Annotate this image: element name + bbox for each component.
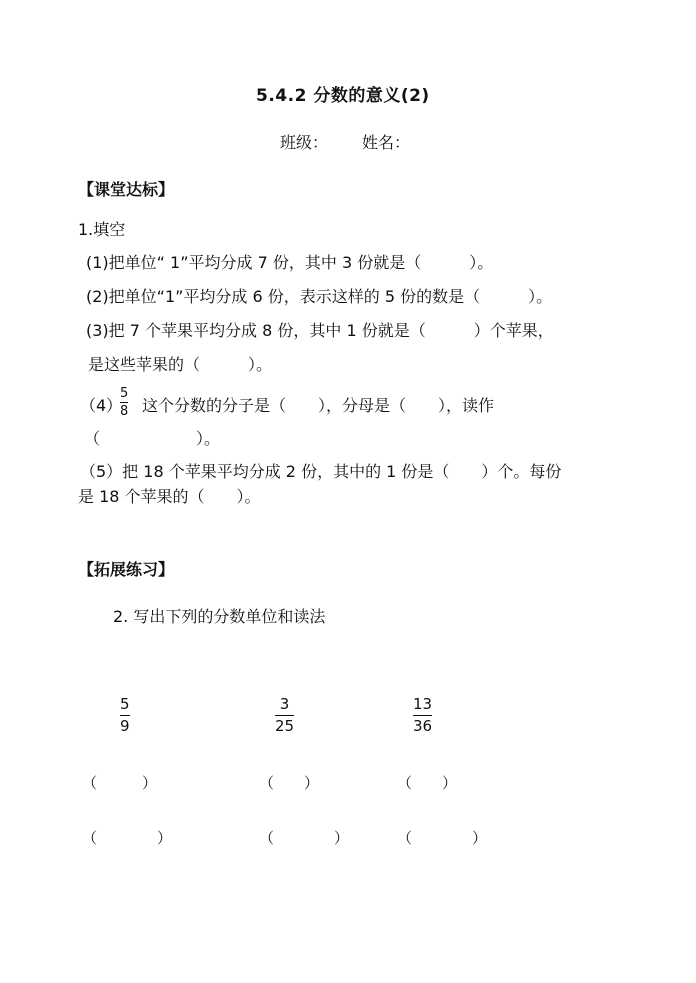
name-label: 姓名：: [362, 133, 411, 152]
fraction-denominator: 8: [120, 404, 129, 419]
fraction-bar: [413, 715, 432, 716]
question-2-title: 2. 写出下列的分数单位和读法: [113, 607, 326, 626]
fraction-numerator: 5: [120, 386, 129, 401]
item-4-fraction: [120, 387, 128, 418]
fraction-bar: [120, 402, 128, 403]
answer-blank-reading-3: （ ）: [397, 829, 488, 847]
question-1-item-3-line-2: 是这些苹果的（ ）。: [88, 355, 273, 374]
fraction-denominator: 9: [120, 717, 130, 735]
fraction-numerator: 5: [120, 695, 130, 713]
answer-blank-unit-3: （ ）: [397, 774, 458, 792]
section-heading-extension-practice: 【拓展练习】: [78, 560, 175, 579]
question-1-item-4-text: 这个分数的分子是（ ），分母是（ ），读作: [142, 396, 495, 415]
page-title: 5.4.2 分数的意义(2): [256, 86, 430, 106]
class-label: 班级：: [280, 133, 329, 152]
question-1-title: 1.填空: [78, 220, 126, 239]
fraction-bar: [275, 715, 294, 716]
fraction-3-25: [275, 697, 294, 734]
fraction-13-36: [413, 697, 432, 734]
answer-blank-reading-2: （ ）: [259, 829, 350, 847]
section-heading-class-practice: 【课堂达标】: [78, 180, 175, 199]
answer-blank-reading-1: （ ）: [82, 829, 173, 847]
question-1-item-5-line-2: 是 18 个苹果的（ ）。: [78, 487, 261, 506]
fraction-bar: [120, 715, 130, 716]
fraction-denominator: 25: [275, 717, 295, 735]
fraction-numerator: 3: [279, 695, 290, 713]
question-1-item-1: (1)把单位“ 1”平均分成 7 份，其中 3 份就是（ ）。: [86, 253, 494, 272]
answer-blank-unit-1: （ ）: [82, 774, 158, 792]
fraction-numerator: 13: [413, 695, 433, 713]
question-1-item-4-line-2: （ ）。: [84, 429, 221, 448]
question-1-item-4-prefix: （4）: [80, 396, 123, 415]
question-1-item-3-line-1: (3)把 7 个苹果平均分成 8 份，其中 1 份就是（ ）个苹果，: [86, 321, 554, 340]
fraction-5-9: [120, 697, 130, 734]
fraction-denominator: 36: [413, 717, 433, 735]
question-1-item-5-line-1: （5）把 18 个苹果平均分成 2 份，其中的 1 份是（ ）个。每份: [80, 462, 562, 481]
answer-blank-unit-2: （ ）: [259, 774, 320, 792]
question-1-item-2: (2)把单位“1”平均分成 6 份，表示这样的 5 份的数是（ ）。: [86, 287, 553, 306]
